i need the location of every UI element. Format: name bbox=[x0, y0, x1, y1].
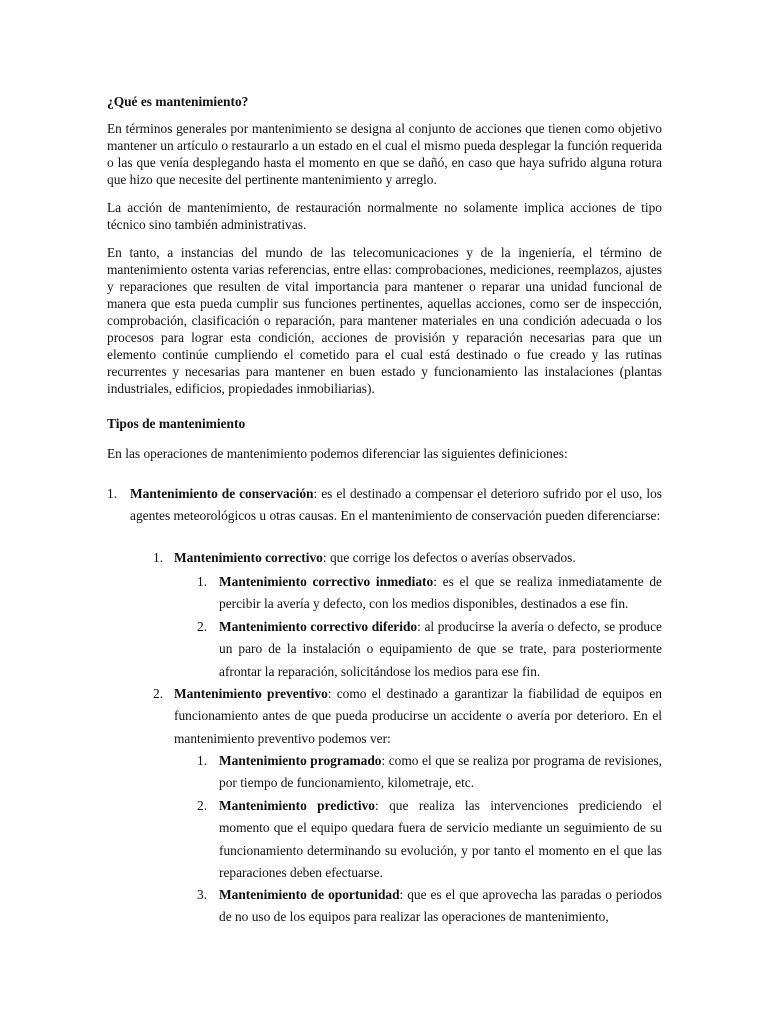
title-heading: ¿Qué es mantenimiento? bbox=[107, 94, 249, 109]
list-item bbox=[153, 547, 662, 569]
list-term: Mantenimiento correctivo diferido bbox=[219, 619, 418, 634]
list-term: Mantenimiento preventivo bbox=[174, 686, 328, 701]
list-item bbox=[197, 884, 662, 929]
list-term: Mantenimiento programado bbox=[219, 753, 382, 768]
list-item bbox=[197, 795, 662, 885]
list-number: 2. bbox=[197, 798, 208, 813]
list-text: : que es el que aprovecha las paradas o periodos de no uso de los equipos para realizar las operaciones de mantenimiento, bbox=[219, 887, 662, 925]
list-number: 1. bbox=[197, 574, 208, 589]
list-text: : que realiza las intervenciones prediciendo el momento que el equipo quedara fuera de servicio mediante un seguimiento de su funcionamiento determinando su evolución, y por tanto el momento en el que las reparaciones deben efectuarse. bbox=[219, 798, 662, 881]
list-item bbox=[107, 483, 662, 528]
list-text: : como el que se realiza por programa de revisiones, por tiempo de funcionamiento, kilometraje, etc. bbox=[219, 753, 662, 791]
list-text: : como el destinado a garantizar la fiabilidad de equipos en funcionamiento antes de que pueda producirse un accidente o avería por deterioro. En el mantenimiento preventivo podemos ver: bbox=[174, 686, 662, 746]
list-term: Mantenimiento correctivo bbox=[174, 550, 323, 565]
list-number: 3. bbox=[197, 887, 208, 902]
list-text: : al producirse la avería o defecto, se produce un paro de la instalación o equipamiento de que se trate, para posteriormente afrontar la reparación, solicitándose los medios para ese fin. bbox=[219, 619, 662, 679]
list-term: Mantenimiento correctivo inmediato bbox=[219, 574, 434, 589]
list-number: 1. bbox=[107, 486, 118, 501]
list-text: : es el que se realiza inmediatamente de percibir la avería y defecto, con los medios disponibles, destinados a ese fin. bbox=[219, 574, 662, 612]
list-item bbox=[197, 571, 662, 616]
types-heading: Tipos de mantenimiento bbox=[107, 416, 246, 431]
list-text: : es el destinado a compensar el deterioro sufrido por el uso, los agentes meteorológicos u otras causas. En el mantenimiento de conservación pueden diferenciarse: bbox=[130, 486, 662, 524]
list-number: 2. bbox=[197, 619, 208, 634]
list-text: : que corrige los defectos o averías observados. bbox=[322, 550, 576, 565]
paragraph-1: En términos generales por mantenimiento se designa al conjunto de acciones que tienen como objetivo mantener un artículo o restaurarlo a un estado en el cual el mismo pueda desplegar la función requerida o las que venía desplegando hasta el momento en que se dañó, en caso que haya sufrido alguna rotura que hizo que necesite del pertinente mantenimiento y arreglo. bbox=[107, 121, 662, 187]
list-item bbox=[197, 750, 662, 795]
list-number: 1. bbox=[197, 753, 208, 768]
paragraph-2: La acción de mantenimiento, de restauración normalmente no solamente implica acciones de tipo técnico sino también administrativas. bbox=[107, 200, 662, 232]
list-number: 2. bbox=[153, 686, 164, 701]
paragraph-3: En tanto, a instancias del mundo de las telecomunicaciones y de la ingeniería, el término de mantenimiento ostenta varias referencias, entre ellas: comprobaciones, mediciones, reemplazos, ajustes y reparaciones que resulten de vital importancia para mantener o reparar una unidad funcional de manera que esta pueda cumplir sus funciones pertinentes, aquellas acciones, como ser de inspección, comprobación, clasificación o reparación, para mantener materiales en una condición adecuada o los procesos para lograr esta condición, acciones de provisión y reparación necesarias para que un elemento continúe cumpliendo el cometido para el cual está destinado o fue creado y las rutinas recurrentes y necesarias para mantener en buen estado y funcionamiento las instalaciones (plantas industriales, edificios, propiedades inmobiliarias). bbox=[107, 245, 662, 396]
list-item bbox=[197, 616, 662, 683]
list-term: Mantenimiento de conservación bbox=[130, 486, 314, 501]
list-number: 1. bbox=[153, 550, 164, 565]
list-term: Mantenimiento predictivo bbox=[219, 798, 375, 813]
list-term: Mantenimiento de oportunidad bbox=[219, 887, 400, 902]
list-item bbox=[153, 683, 662, 750]
types-intro: En las operaciones de mantenimiento podemos diferenciar las siguientes definiciones: bbox=[107, 446, 568, 461]
